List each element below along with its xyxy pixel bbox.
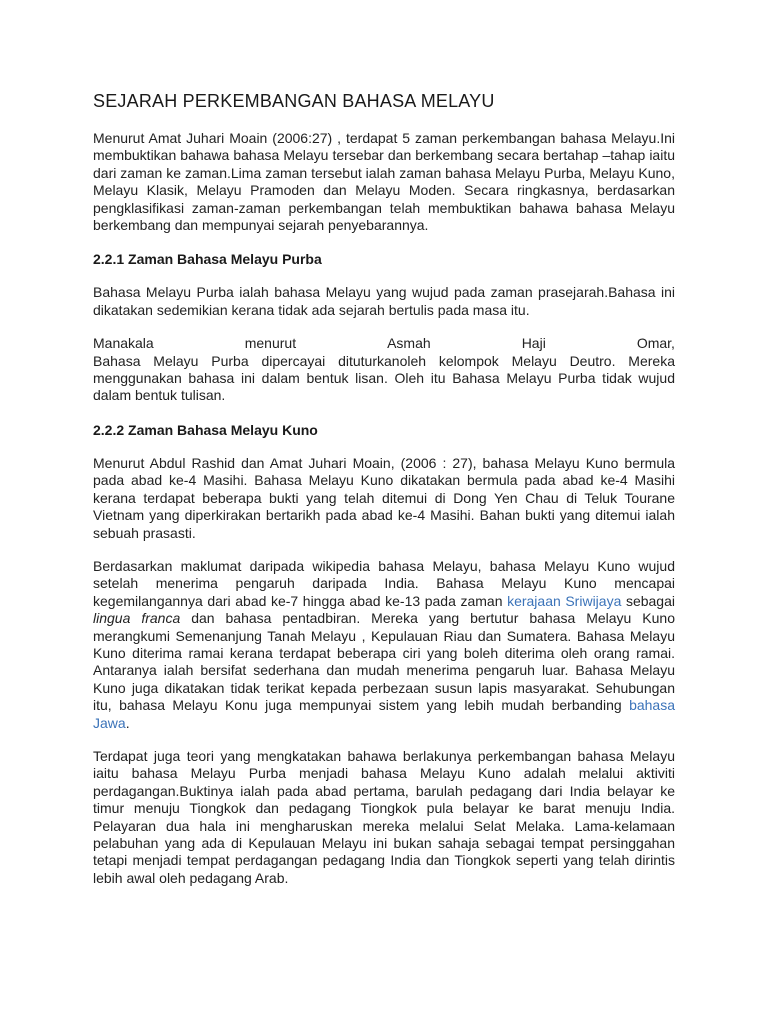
purba-paragraph-2 [93,335,675,405]
word: Haji [521,335,546,352]
italic-lingua-franca: lingua franca [93,610,181,627]
word: menurut [244,335,297,352]
kuno-paragraph-3: Terdapat juga teori yang mengkatakan bahawa berlakunya perkembangan bahasa Melayu iaitu bahasa Melayu Purba menjadi bahasa Melayu Kuno adalah melalui aktiviti perdagangan.Buktinya ialah pada abad pertama, barulah pedagang dari India belayar ke timur menuju Tiongkok dan pedagang Tiongkok pula belayar ke barat menuju India. Pelayaran dua hala ini mengharuskan mereka melalui Selat Melaka. Lama-kelamaan pelabuhan yang ada di Kepulauan Melayu ini bukan sahaja sebagai tempat persinggahan tetapi menjadi tempat perdagangan pedagang India dan Tiongkok seperti yang telah dirintis lebih awal oleh pedagang Arab. [93,747,675,886]
purba-paragraph-2-first-line [93,335,675,352]
link-bahasa-jawa[interactable]: bahasa Jawa [93,697,675,731]
kuno-paragraph-1: Menurut Abdul Rashid dan Amat Juhari Moain, (2006 : 27), bahasa Melayu Kuno bermula pada abad ke-4 Masihi. Bahasa Melayu Kuno dikatakan bermula pada abad ke-4 Masihi kerana terdapat beberapa bukti yang telah ditemui di Dong Yen Chau di Teluk Tourane Vietnam yang diperkirakan bertarikh pada abad ke-4 Masihi. Bahan bukti yang ditemui ialah sebuah prasasti. [93,454,675,541]
page-title: SEJARAH PERKEMBANGAN BAHASA MELAYU [93,91,495,111]
kuno-paragraph-2 [93,558,675,732]
text-run: . [125,714,130,731]
section-heading-purba: 2.2.1 Zaman Bahasa Melayu Purba [93,251,322,268]
text-run: dan bahasa pentadbiran. Mereka yang bertutur bahasa Melayu Kuno merangkumi Semenanjung Tanah Melayu , Kepulauan Riau dan Sumatera. Bahasa Melayu Kuno diterima ramai kerana terdapat beberapa ciri yang boleh diterima oleh orang ramai. Antaranya ialah bersifat sederhana dan mudah menerima pengaruh luar. Bahasa Melayu Kuno juga dikatakan tidak terikat kepada perbezaan susun lapis masyarakat. Sehubungan itu, bahasa Melayu Konu juga mempunyai sistem yang lebih mudah berbanding [93,610,675,714]
word: Asmah [387,335,431,352]
intro-paragraph: Menurut Amat Juhari Moain (2006:27) , terdapat 5 zaman perkembangan bahasa Melayu.Ini membuktikan bahawa bahasa Melayu tersebar dan berkembang secara bertahap –tahap iaitu dari zaman ke zaman.Lima zaman tersebut ialah zaman bahasa Melayu Purba, Melayu Kuno, Melayu Klasik, Melayu Pramoden dan Melayu Moden. Secara ringkasnya, berdasarkan pengklasifikasi zaman-zaman perkembangan telah membuktikan bahawa bahasa Melayu berkembang dan mempunyai sejarah penyebarannya. [93,130,675,234]
link-kerajaan-sriwijaya[interactable]: kerajaan Sriwijaya [507,592,622,609]
section-heading-kuno: 2.2.2 Zaman Bahasa Melayu Kuno [93,421,318,438]
document-page [93,88,675,903]
purba-paragraph-2-rest: Bahasa Melayu Purba dipercayai dituturkanoleh kelompok Melayu Deutro. Mereka menggunakan bahasa ini dalam bentuk lisan. Oleh itu Bahasa Melayu Purba tidak wujud dalam bentuk tulisan. [93,352,675,404]
purba-paragraph-1: Bahasa Melayu Purba ialah bahasa Melayu yang wujud pada zaman prasejarah.Bahasa ini dikatakan sedemikian kerana tidak ada sejarah bertulis pada masa itu. [93,284,675,318]
text-run: Berdasarkan maklumat daripada wikipedia bahasa Melayu, bahasa Melayu Kuno wujud setelah menerima pengaruh daripada India. Bahasa Melayu Kuno mencapai kegemilangannya dari abad ke-7 hingga abad ke-13 pada zaman [93,557,675,609]
text-run: sebagai [621,592,675,609]
word: Omar, [636,335,675,352]
word: Manakala [93,335,154,352]
